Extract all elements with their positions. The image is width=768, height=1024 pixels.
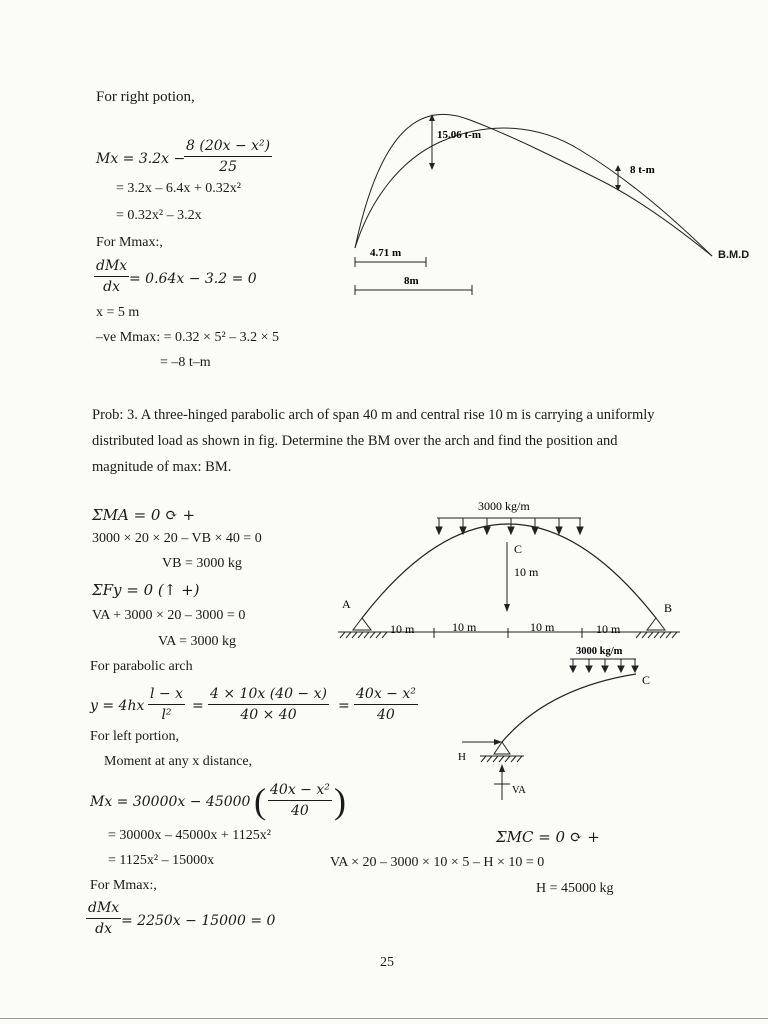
parabolic-heading: For parabolic arch (90, 659, 193, 674)
mx2-num: 40x − x² (268, 782, 332, 801)
neg-mmax-result: = –8 t–m (160, 355, 211, 370)
deriv-2-den: dx (95, 921, 113, 937)
arch-seg-3: 10 m (530, 620, 555, 634)
right-portion-heading: For right potion, (96, 89, 195, 105)
eq-2: VA + 3000 × 20 – 3000 = 0 (92, 608, 246, 623)
arch-seg-1: 10 m (390, 622, 415, 636)
fbd-diagram (0, 640, 768, 810)
dim-1506-arrow-bottom (429, 163, 435, 170)
problem-statement: Prob: 3. A three-hinged parabolic arch of span 40 m and central rise 10 m is carrying a uniformly distributed load as shown in fig. Determine the BM over the arch and find the position and magnitude of max: BM. (92, 407, 655, 475)
mx2-paren-close: ) (334, 781, 346, 821)
va-value: VA = 3000 kg (158, 634, 237, 649)
fbd-load-label: 3000 kg/m (576, 646, 623, 657)
deriv-2-num: dMx (86, 900, 121, 919)
sum-mc: ΣMC = 0 ⟳ + (496, 828, 600, 846)
y-f1-den: l² (161, 707, 172, 723)
arch-curve (362, 524, 656, 618)
arch-label-b: B (664, 601, 673, 615)
arch-seg-4: 10 m (596, 622, 621, 636)
y-f2-num: 4 × 10x (40 − x) (208, 686, 329, 705)
deriv-1-den: dx (103, 279, 121, 295)
hatch-a (340, 632, 387, 638)
step-3: = 30000x – 45000x + 1125x² (108, 828, 271, 843)
support-a (353, 618, 371, 630)
fbd-load-arrows (570, 659, 638, 672)
sum-ma: ΣMA = 0 ⟳ + (92, 506, 196, 524)
deriv-1-num: dMx (94, 258, 129, 277)
rise-arrow (504, 604, 510, 612)
fbd-label-c: C (642, 673, 651, 687)
deriv-2-rhs: = 2250x − 15000 = 0 (121, 913, 276, 929)
label-8tm: 8 t-m (630, 164, 655, 176)
y-f3-num: 40x − x² (354, 686, 418, 705)
hatch-b (636, 632, 677, 638)
load-arrows (436, 518, 583, 534)
mx2-paren-open: ( (254, 781, 266, 821)
arch-label-c: C (514, 542, 523, 556)
vb-value: VB = 3000 kg (162, 556, 242, 571)
label-bmd: B.M.D (718, 249, 750, 261)
fbd-label-va: VA (512, 785, 526, 796)
y-f3-den: 40 (377, 707, 395, 723)
page-number: 25 (380, 955, 394, 970)
sum-fy: ΣFy = 0 (↑ +) (92, 581, 200, 599)
step-1: = 3.2x – 6.4x + 0.32x² (116, 181, 241, 196)
y-lhs: y = 4hx (90, 698, 145, 714)
deriv-2-fraction (86, 900, 121, 937)
fbd-va-arrow (499, 764, 505, 772)
for-mmax-1: For Mmax:, (96, 235, 163, 250)
label-471: 4.71 m (370, 247, 402, 259)
for-mmax-2: For Mmax:, (90, 878, 157, 893)
y-f2-den: 40 × 40 (240, 707, 297, 723)
arch-load-label: 3000 kg/m (478, 499, 530, 513)
mx-denominator: 25 (219, 159, 237, 175)
bmd-curve-upper (355, 114, 712, 256)
fbd-curve (502, 674, 636, 742)
mx-numerator: 8 (20x − x²) (184, 138, 272, 157)
x-value: x = 5 m (96, 305, 140, 320)
fbd-hatch (481, 756, 522, 762)
y-eq-2: = (338, 698, 350, 714)
eq-1: 3000 × 20 × 20 – VB × 40 = 0 (92, 531, 262, 546)
eq-3: VA × 20 – 3000 × 10 × 5 – H × 10 = 0 (330, 855, 545, 870)
mx2-lhs: Mx = 30000x − 45000 (90, 794, 251, 810)
mx2-den: 40 (291, 803, 309, 819)
dim-8tm-arrow-top (615, 165, 621, 171)
arch-seg-2: 10 m (452, 620, 477, 634)
neg-mmax: –ve Mmax: = 0.32 × 5² – 3.2 × 5 (96, 330, 280, 345)
arch-label-a: A (342, 597, 351, 611)
moment-any-x: Moment at any x distance, (104, 754, 253, 769)
mx-lhs: Mx = 3.2x − (96, 151, 186, 167)
step-4: = 1125x² – 15000x (108, 853, 215, 868)
fbd-label-h: H (458, 751, 466, 763)
deriv-1-rhs: = 0.64x − 3.2 = 0 (129, 271, 257, 287)
step-2: = 0.32x² – 3.2x (116, 208, 202, 223)
label-8m: 8m (404, 275, 419, 287)
bottom-rule (0, 1018, 768, 1019)
arch-label-rise: 10 m (514, 565, 539, 579)
y-eq-1: = (192, 698, 204, 714)
left-portion-heading: For left portion, (90, 729, 180, 744)
h-value: H = 45000 kg (536, 881, 614, 896)
bmd-diagram (0, 0, 768, 320)
label-1506: 15.06 t-m (437, 129, 481, 141)
support-b (647, 618, 665, 630)
y-f1-num: l − x (148, 686, 185, 705)
